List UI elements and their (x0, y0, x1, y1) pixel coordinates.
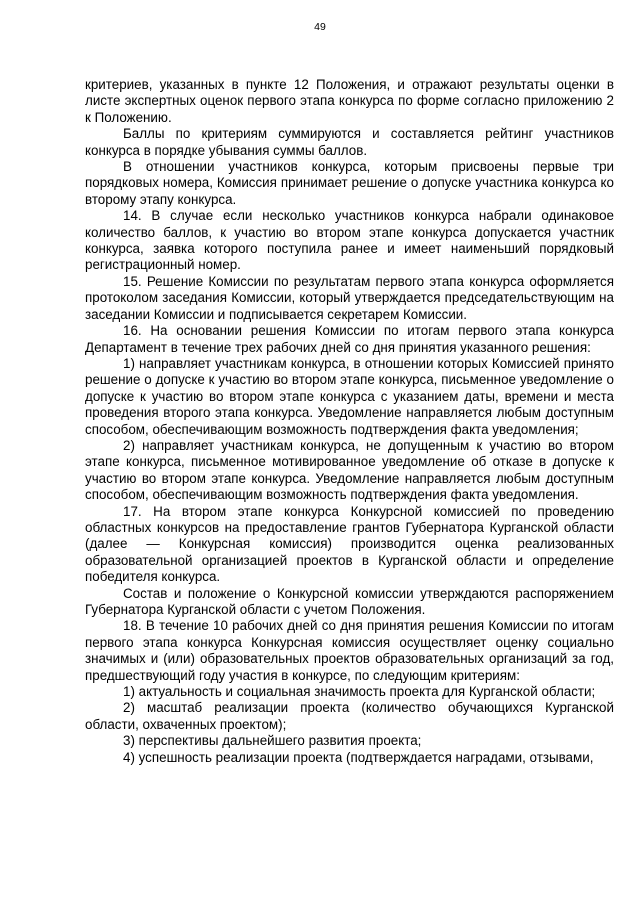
paragraph: 3) перспективы дальнейшего развития проекта; (123, 733, 422, 749)
paragraph: Баллы по критериям суммируются и составляется рейтинг участников конкурса в порядке убывания суммы баллов. (85, 126, 614, 158)
paragraph: 2) масштаб реализации проекта (количество обучающихся Курганской области, охваченных проектом); (85, 700, 614, 732)
paragraph: 1) направляет участникам конкурса, в отношении которых Комиссией принято решение о допуске к участию во втором этапе конкурса, письменное уведомление о допуске к участию во втором этапе конкурса с указанием даты, времени и места проведения второго этапа конкурса. Уведомление направляется любым доступным способом, обеспечивающим возможность подтверждения факта уведомления; (85, 355, 614, 437)
document-body (85, 77, 614, 766)
paragraph: 4) успешность реализации проекта (подтверждается наградами, отзывами, (123, 749, 594, 765)
paragraph: 14. В случае если несколько участников конкурса набрали одинаковое количество баллов, к участию во втором этапе конкурса допускается участник конкурса, заявка которого поступила ранее и имеет наименьший порядковый регистрационный номер. (85, 208, 614, 273)
paragraph: Состав и положение о Конкурсной комиссии утверждаются распоряжением Губернатора Курганской области с учетом Положения. (85, 585, 614, 617)
paragraph: 15. Решение Комиссии по результатам первого этапа конкурса оформляется протоколом заседания Комиссии, который утверждается председательствующим на заседании Комиссии и подписывается секретарем Комиссии. (85, 273, 614, 322)
paragraph: 18. В течение 10 рабочих дней со дня принятия решения Комиссии по итогам первого этапа конкурса Конкурсная комиссия осуществляет оценку социально значимых и (или) образовательных проектов образовательных организаций за год, предшествующий году участия в конкурсе, по следующим критериям: (85, 618, 614, 683)
paragraph: В отношении участников конкурса, которым присвоены первые три порядковых номера, Комиссия принимает решение о допуске участника конкурса ко второму этапу конкурса. (85, 159, 614, 207)
paragraph: 17. На втором этапе конкурса Конкурсной комиссией по проведению областных конкурсов на предоставление грантов Губернатора Курганской области (далее — Конкурсная комиссия) производится оценка реализованных образовательной организацией проектов в Курганской области и определение победителя конкурса. (85, 503, 614, 585)
paragraph: 16. На основании решения Комиссии по итогам первого этапа конкурса Департамент в течение трех рабочих дней со дня принятия указанного решения: (85, 323, 614, 355)
paragraph: 1) актуальность и социальная значимость проекта для Курганской области; (123, 684, 596, 700)
page-number: 49 (314, 21, 326, 33)
paragraph: критериев, указанных в пункте 12 Положения, и отражают результаты оценки в листе экспертных оценок первого этапа конкурса по форме согласно приложению 2 к Положению. (85, 77, 614, 125)
paragraph: 2) направляет участникам конкурса, не допущенным к участию во втором этапе конкурса, письменное мотивированное уведомление об отказе в допуске к участию во втором этапе конкурса. Уведомление направляется любым доступным способом, обеспечивающим возможность подтверждения факта уведомления. (85, 437, 614, 503)
